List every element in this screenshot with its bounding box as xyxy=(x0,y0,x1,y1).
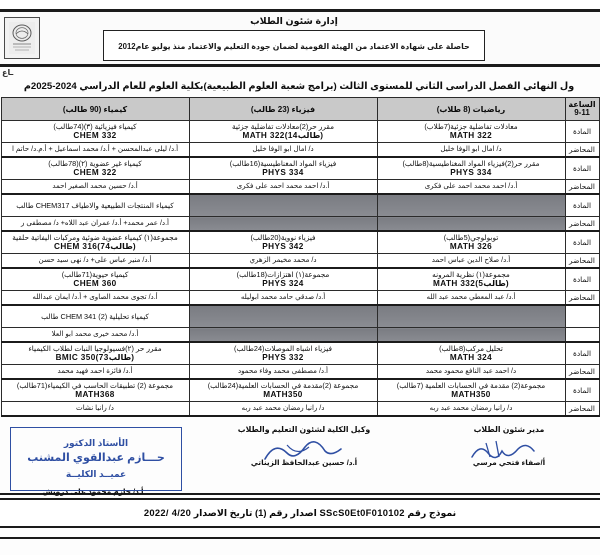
subject-code: MATH350 xyxy=(263,389,303,399)
cell-subject-chemistry xyxy=(1,268,189,291)
header-hour xyxy=(565,98,599,121)
row-label-subject: المادة xyxy=(565,121,599,143)
subject-name: مجموعة(١) نظرية المرونه xyxy=(432,269,510,279)
cell-subject-chemistry xyxy=(1,121,189,143)
cell-subject-chemistry xyxy=(1,231,189,254)
exam-schedule-page xyxy=(0,9,600,555)
row-label-lecturer: المحاضر xyxy=(565,180,599,195)
cell-subject-math xyxy=(377,157,565,180)
subject-name: كيمياء حيوية(71طالب) xyxy=(61,269,129,279)
department-title: إدارة شئون الطلاب xyxy=(250,15,338,27)
cell-subject-chemistry xyxy=(1,157,189,180)
subject-name: كيمياء تحليلية (2) CHEM 341 طالب xyxy=(41,311,149,321)
table-row xyxy=(1,194,599,217)
cell-lecturer-chemistry: أ.د/ منير عباس على+ د/ نهى سيد حسن xyxy=(1,254,189,269)
cell-lecturer-physics: د/ رانيا رمضان محمد عبد ربه xyxy=(189,402,377,417)
subject-name: فيزياء اشباه الموصلات(24طالب) xyxy=(234,343,332,353)
issue-number: اصدار رقم (1) xyxy=(255,507,317,518)
row-label-subject: المادة xyxy=(565,379,599,402)
signature-name: أ.د/ حسين عبدالحافظ الزيناتي xyxy=(250,458,358,467)
cell-subject-physics xyxy=(189,231,377,254)
subject-code: MATH 322 xyxy=(449,130,493,140)
subject-code: MATH 326 xyxy=(449,241,493,251)
accreditation-year: 2012 xyxy=(118,41,136,51)
university-seal-icon xyxy=(9,22,35,54)
cell-subject-chemistry xyxy=(1,194,189,217)
subject-code: MATH350 xyxy=(451,389,491,399)
dean-stamp-line2: حـــازم عبدالقوي المشنب xyxy=(27,452,165,465)
form-prefix: نموذج رقم xyxy=(407,507,457,518)
subject-name: مجموعة(2) مقدمة في الحسابات العلمية (7طالب) xyxy=(396,380,546,390)
cell-subject-physics xyxy=(189,157,377,180)
subject-code: MATH 324 xyxy=(449,352,493,362)
cell-lecturer-math: أ.د/ صلاح الدين عباس احمد xyxy=(377,254,565,269)
signature-area xyxy=(0,419,600,496)
table-row xyxy=(1,305,599,328)
table-row xyxy=(1,121,599,143)
row-label-lecturer: المحاضر xyxy=(565,143,599,158)
header-hour-range: 9-11 xyxy=(574,108,590,117)
cell-lecturer-chemistry: أ.د/ تجوى محمد الصاوى + أ.د/ ايمان عبدالله xyxy=(1,291,189,306)
cell-subject-math xyxy=(377,342,565,365)
row-label-lecturer: المحاضر xyxy=(565,365,599,380)
cell-lecturer-physics: أ.د/ احمد محمد احمد على فكرى xyxy=(189,180,377,195)
signature-title: وكيل الكلية لشئون التعليم والطلاب xyxy=(237,425,371,434)
table-row xyxy=(1,157,599,180)
subject-name: كيمياء غير عضوية (٢)(78طالب) xyxy=(48,158,142,168)
cell-subject-physics xyxy=(189,379,377,402)
subject-code: PHYS 332 xyxy=(262,352,304,362)
dean-stamp-line3: عميــد الكليــة xyxy=(65,468,127,479)
row-label-subject xyxy=(565,305,599,328)
table-row xyxy=(1,180,599,195)
cell-lecturer-physics: أ.د/ صدقي حامد محمد ابوليله xyxy=(189,291,377,306)
form-number-bar xyxy=(0,498,600,528)
row-label-subject: المادة xyxy=(565,231,599,254)
subject-name: فيزياء المواد المغناطيسية(16طالب) xyxy=(229,158,337,168)
row-label-subject: المادة xyxy=(565,268,599,291)
row-label-subject: المادة xyxy=(565,194,599,217)
cell-subject-math xyxy=(377,268,565,291)
cell-subject-physics xyxy=(189,194,377,217)
subject-name: مجموعة (2)مقدمة في الحسابات العلمية(24طالب) xyxy=(207,380,359,390)
exam-schedule-table xyxy=(1,97,600,417)
table-row xyxy=(1,143,599,158)
cell-lecturer-chemistry: أ.د/ محمد خيرى محمد ابو العلا xyxy=(1,328,189,343)
cell-subject-physics xyxy=(189,342,377,365)
cell-subject-math xyxy=(377,231,565,254)
university-logo xyxy=(4,17,40,59)
header-physics: فيزياء (23 طالب) xyxy=(189,98,377,121)
subject-code: MATH368 xyxy=(75,389,115,399)
subject-name: مجموعة(١) اهتزازات(18طالب) xyxy=(236,269,330,279)
subject-name: مجموعة(١) كيمياء عضوية ضوئية ومركبات اليفاتية حلقية xyxy=(12,232,178,242)
subject-code: MATH 332(5طالب) xyxy=(433,278,509,288)
cell-lecturer-math: د/ احمد عبد النافع محمود محمد xyxy=(377,365,565,380)
cell-lecturer-physics: أ.د/ مصطفى محمد وفاء محمود xyxy=(189,365,377,380)
table-row xyxy=(1,254,599,269)
cell-subject-math xyxy=(377,194,565,217)
subject-code: CHEM 332 xyxy=(73,130,117,140)
subject-name: كيمياء المنتجات الطبيعية والاطياف CHEM317 طالب xyxy=(16,200,174,210)
cell-lecturer-math: أ.د/ عبد المعطي محمد عبد الله xyxy=(377,291,565,306)
cell-subject-physics xyxy=(189,305,377,328)
signature-name: أ.د/ حازم محمود على درويش xyxy=(42,487,144,496)
header-chemistry: كيمياء (90 طالب) xyxy=(1,98,189,121)
subject-name: مقرر حر(2)فيزياء المواد المغناطيسية(8طالب) xyxy=(402,158,540,168)
cell-lecturer-chemistry: د/ رانيا نشات xyxy=(1,402,189,417)
cell-lecturer-chemistry: أ.د/ حسين محمد الصغير احمد xyxy=(1,180,189,195)
row-label-lecturer: المحاضر xyxy=(565,254,599,269)
cell-lecturer-chemistry: أ.د/ عمر محمد+ أ.د/ عمران عبد اللاه+ د/ مصطفى ر xyxy=(1,217,189,232)
header-math: رياضيات (8 طلاب) xyxy=(377,98,565,121)
cell-lecturer-chemistry: أ.د/ ليلى عبدالمحسن + أ.د/ محمد اسماعيل + أ.م.د/ حاتم ا xyxy=(1,143,189,158)
cell-lecturer-math: د/ امال ابو الوفا خليل xyxy=(377,143,565,158)
row-label-lecturer: المحاضر xyxy=(565,217,599,232)
cell-subject-physics xyxy=(189,121,377,143)
subject-name: تحليل مركب(8طالب) xyxy=(439,343,503,353)
dean-stamp xyxy=(10,427,182,491)
row-label-lecturer xyxy=(565,328,599,343)
cell-lecturer-math: د/ رانيا رمضان محمد عبد ربه xyxy=(377,402,565,417)
cell-subject-math xyxy=(377,305,565,328)
page-title: ول النهائي الفصل الدراسى الثاني للمستوى الثالث (برامج شعبة العلوم الطبيعية)بكلية العلوم للعام الدراسي 2024-2025م xyxy=(23,81,575,92)
subject-code: CHEM 322 xyxy=(73,167,117,177)
cell-lecturer-math xyxy=(377,217,565,232)
accreditation-text: حاصلة على شهادة الاعتماد من الهيئة القومية لضمان جودة التعليم والاعتماد منذ يوليو عام xyxy=(135,41,470,51)
cell-lecturer-physics xyxy=(189,217,377,232)
subject-name: مقرر حر(2)معادلات تفاضلية جزئية xyxy=(232,121,334,131)
table-row xyxy=(1,342,599,365)
cell-lecturer-math xyxy=(377,328,565,343)
accreditation-box xyxy=(103,30,484,61)
cell-lecturer-physics: د/ امال ابو الوفا خليل xyxy=(189,143,377,158)
form-number-text xyxy=(144,507,456,519)
cell-lecturer-physics xyxy=(189,328,377,343)
cell-lecturer-physics: د/ محمد مخيمر الزهري xyxy=(189,254,377,269)
table-row xyxy=(1,217,599,232)
subject-name: معادلات تفاضلية جزئية(7طلاب) xyxy=(424,121,518,131)
subject-name: مقرر حر (٢)فسيولوجيا النبات لطلاب الكيمياء xyxy=(28,343,162,353)
row-label-lecturer: المحاضر xyxy=(565,402,599,417)
signature-name: أ/صفاء فتحي مرسي xyxy=(472,458,546,467)
subject-code: PHYS 334 xyxy=(450,167,492,177)
issue-date: 2022/ 4/20 xyxy=(143,507,192,518)
signature-dean xyxy=(4,425,182,496)
subject-name: كيمياء فيزيائية (٣)(74طالب) xyxy=(53,121,137,131)
signature-vice-dean xyxy=(204,425,404,467)
row-label-subject: المادة xyxy=(565,342,599,365)
subject-code: PHYS 334 xyxy=(262,167,304,177)
issue-date-label: تاريخ الاصدار xyxy=(193,507,253,518)
cell-subject-math xyxy=(377,379,565,402)
table-row xyxy=(1,328,599,343)
subject-code: PHYS 324 xyxy=(262,278,304,288)
signature-title: مدير شئون الطلاب xyxy=(473,425,545,434)
subject-code: MATH 322(14طالب) xyxy=(242,130,324,140)
subject-code: CHEM 316(74طالب) xyxy=(54,241,136,251)
cell-subject-physics xyxy=(189,268,377,291)
cell-lecturer-chemistry: أ.د/ فائزة احمد فهيد محمد xyxy=(1,365,189,380)
table-row xyxy=(1,379,599,402)
cell-subject-chemistry xyxy=(1,305,189,328)
table-row xyxy=(1,231,599,254)
table-row xyxy=(1,402,599,417)
table-row xyxy=(1,365,599,380)
cell-subject-math xyxy=(377,121,565,143)
form-code: SScS0Et0F010102 xyxy=(319,507,405,518)
row-label-lecturer: المحاضر xyxy=(565,291,599,306)
cell-subject-chemistry xyxy=(1,342,189,365)
bottom-rule xyxy=(0,537,600,539)
cell-subject-chemistry xyxy=(1,379,189,402)
header-edge-fragment: ـاع xyxy=(2,68,14,77)
subject-name: فيزياء نووية(20طالب) xyxy=(250,232,316,242)
table-row xyxy=(1,268,599,291)
subject-code: CHEM 360 xyxy=(73,278,117,288)
subject-code: PHYS 342 xyxy=(262,241,304,251)
table-body xyxy=(1,121,599,417)
table-row xyxy=(1,291,599,306)
table-header-row xyxy=(1,98,599,121)
subject-code: BMIC 350(73طالب) xyxy=(55,352,135,362)
signature-student-affairs xyxy=(424,425,594,467)
subject-name: مجموعة (2) تطبيقات الحاسب في الكيمياء(71طالب) xyxy=(16,380,174,390)
cell-lecturer-math: أ.د/ احمد محمد احمد على فكرى xyxy=(377,180,565,195)
subject-name: توبولوجي(5طالب) xyxy=(443,232,499,242)
header-hour-label: الساعة xyxy=(568,99,596,109)
page-header xyxy=(0,9,600,77)
row-label-subject: المادة xyxy=(565,157,599,180)
dean-stamp-line1: الأستاذ الدكتور xyxy=(63,437,129,448)
